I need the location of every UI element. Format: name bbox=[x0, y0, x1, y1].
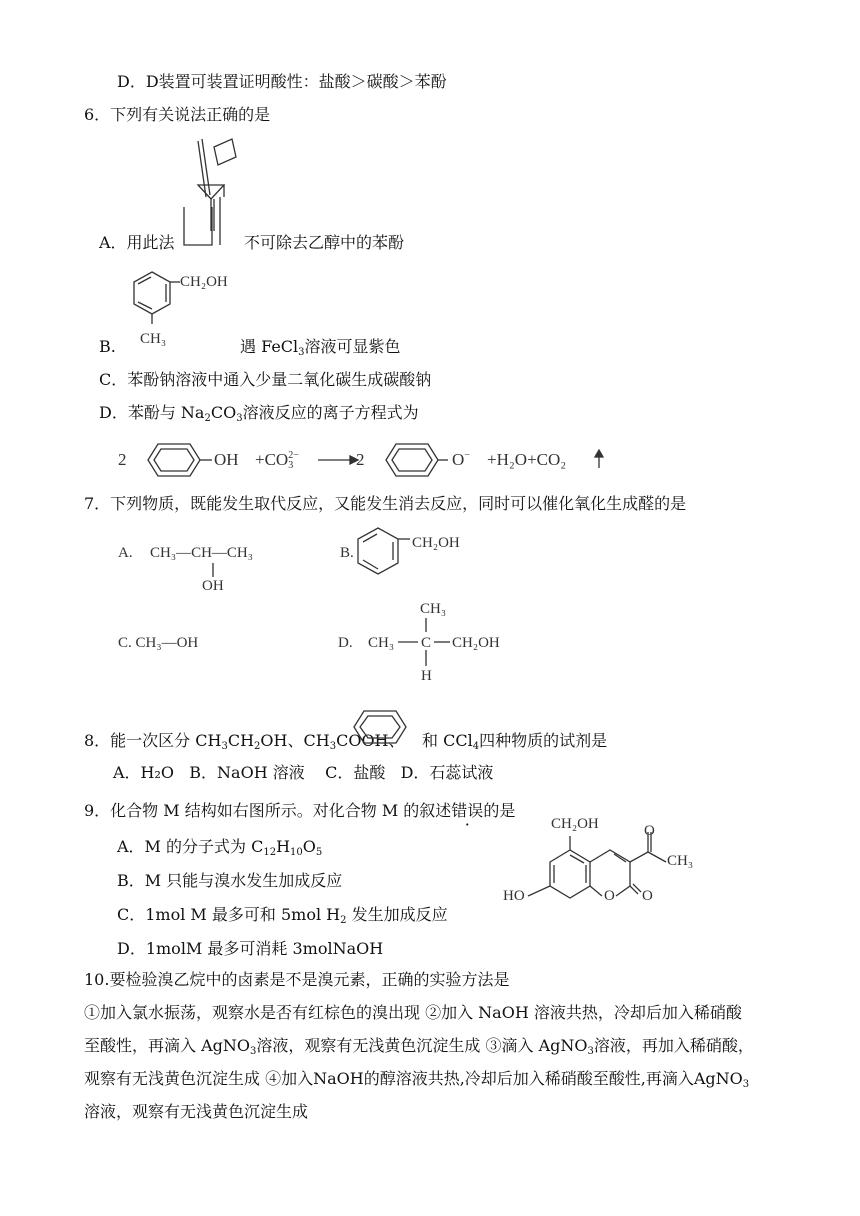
q9-option-b: B．M 只能与溴水发生加成反应 bbox=[117, 871, 343, 890]
q6-option-a-suffix: 不可除去乙醇中的苯酚 bbox=[244, 233, 405, 252]
q7-stem: 7．下列物质，既能发生取代反应，又能发生消去反应，同时可以催化氧化生成醛的是 bbox=[84, 494, 687, 513]
eq-coef-2: 2 bbox=[356, 450, 365, 469]
q6-option-a-prefix: A．用此法 bbox=[99, 233, 175, 252]
q6-option-b-ch2oh: CH₂OH bbox=[180, 274, 228, 290]
q8-options: A．H₂O B．NaOH 溶液 C．盐酸 D．石蕊试液 bbox=[113, 763, 494, 782]
gas-up-arrow-icon bbox=[594, 450, 604, 470]
q6-option-b-ch3: CH₃ bbox=[140, 331, 167, 347]
q7-option-d-left: CH₃ bbox=[368, 635, 395, 651]
q10-stem: 10.要检验溴乙烷中的卤素是不是溴元素，正确的实验方法是 bbox=[84, 970, 510, 989]
q6-option-b-prefix: B. bbox=[99, 337, 116, 356]
eq-phenoxide: O− bbox=[452, 450, 470, 469]
compound-m-o-ring: O bbox=[604, 888, 615, 904]
q7-option-b-label: B. bbox=[340, 545, 354, 561]
q7-option-d-label: D. bbox=[338, 635, 353, 651]
q10-line-1: ①加入氯水振荡，观察水是否有红棕色的溴出现 ②加入 NaOH 溶液共热，冷却后加入稀硝酸 bbox=[84, 1003, 742, 1022]
q6-option-c: C．苯酚钠溶液中通入少量二氧化碳生成碳酸钠 bbox=[99, 370, 432, 389]
eq-carbonate: $+CO_3^{2-}$ bbox=[255, 450, 299, 471]
q6-option-b-suffix: 遇 FeCl$_3$溶液可显紫色 bbox=[240, 337, 401, 358]
q8-benzene-icon bbox=[350, 708, 414, 746]
q6-option-d: D．苯酚与 $Na_2CO_3$溶液反应的离子方程式为 bbox=[99, 403, 419, 424]
q7-option-a-oh: OH bbox=[202, 578, 224, 594]
eq-products: +H₂O+CO₂ bbox=[487, 450, 567, 469]
q9-option-d: D．1molM 最多可消耗 3molNaOH bbox=[117, 939, 384, 958]
compound-m-o-lactone: O bbox=[642, 888, 653, 904]
q10-line-3: 观察有无浅黄色沉淀生成 ④加入NaOH的醇溶液共热,冷却后加入稀硝酸至酸性,再滴入AgNO$_3$ bbox=[84, 1069, 750, 1090]
eq-coef-1: 2 bbox=[118, 450, 127, 469]
eq-oh: OH bbox=[214, 450, 239, 469]
eq-benzene-2-icon bbox=[378, 440, 458, 480]
compound-m-o-ketone: O bbox=[644, 823, 655, 839]
q9-option-c: C．1mol M 最多可和 5mol $H_2$ 发生加成反应 bbox=[117, 905, 448, 926]
q7-option-d-bottom: H bbox=[421, 668, 432, 684]
q7-option-b-ch2oh: CH₂OH bbox=[412, 535, 460, 551]
q7-option-d-carbon: C bbox=[421, 635, 432, 651]
q7-option-b-benzene-icon bbox=[354, 524, 434, 580]
q9-stem: 9．化合物 M 结构如右图所示。对化合物 M 的叙述错误的是 bbox=[84, 801, 516, 820]
compound-m-structure bbox=[498, 818, 698, 928]
q6-stem: 6．下列有关说法正确的是 bbox=[84, 105, 271, 124]
q8-stem-left: 8．能一次区分 $CH_3CH_2OH$、$CH_3COOH$、 bbox=[84, 731, 405, 752]
q8-stem-right: 和 CCl$_4$四种物质的试剂是 bbox=[422, 731, 608, 752]
q7-option-d-top: CH₃ bbox=[420, 601, 447, 617]
q10-line-4: 溶液，观察有无浅黄色沉淀生成 bbox=[84, 1102, 309, 1121]
eq-benzene-1-icon bbox=[140, 440, 220, 480]
q7-option-a-bond bbox=[210, 563, 216, 579]
q10-line-2: 至酸性，再滴入 AgNO$_3$溶液，观察有无浅黄色沉淀生成 ③滴入 AgNO$_3$溶液，再加入稀硝酸， bbox=[84, 1036, 754, 1057]
q9-option-a: A．M 的分子式为 $C_{12}H_{10}O_5$ bbox=[117, 837, 323, 858]
eq-arrow-icon bbox=[318, 452, 358, 468]
compound-m-ch2oh: CH₂OH bbox=[551, 816, 599, 832]
q7-option-c: C. CH₃—OH bbox=[118, 635, 199, 651]
compound-m-ch3: CH₃ bbox=[667, 853, 694, 869]
q7-option-a-label: A. bbox=[118, 545, 133, 561]
q9-stem-emphasis: 错误 bbox=[451, 801, 484, 820]
compound-m-ho: HO bbox=[503, 888, 525, 904]
filtration-apparatus-icon bbox=[180, 135, 250, 250]
q7-option-d-right: CH₂OH bbox=[452, 635, 500, 651]
q5-option-d: D．D装置可装置证明酸性：盐酸＞碳酸＞苯酚 bbox=[117, 72, 447, 91]
q7-option-a-chain: CH₃—CH—CH₃ bbox=[150, 545, 253, 561]
